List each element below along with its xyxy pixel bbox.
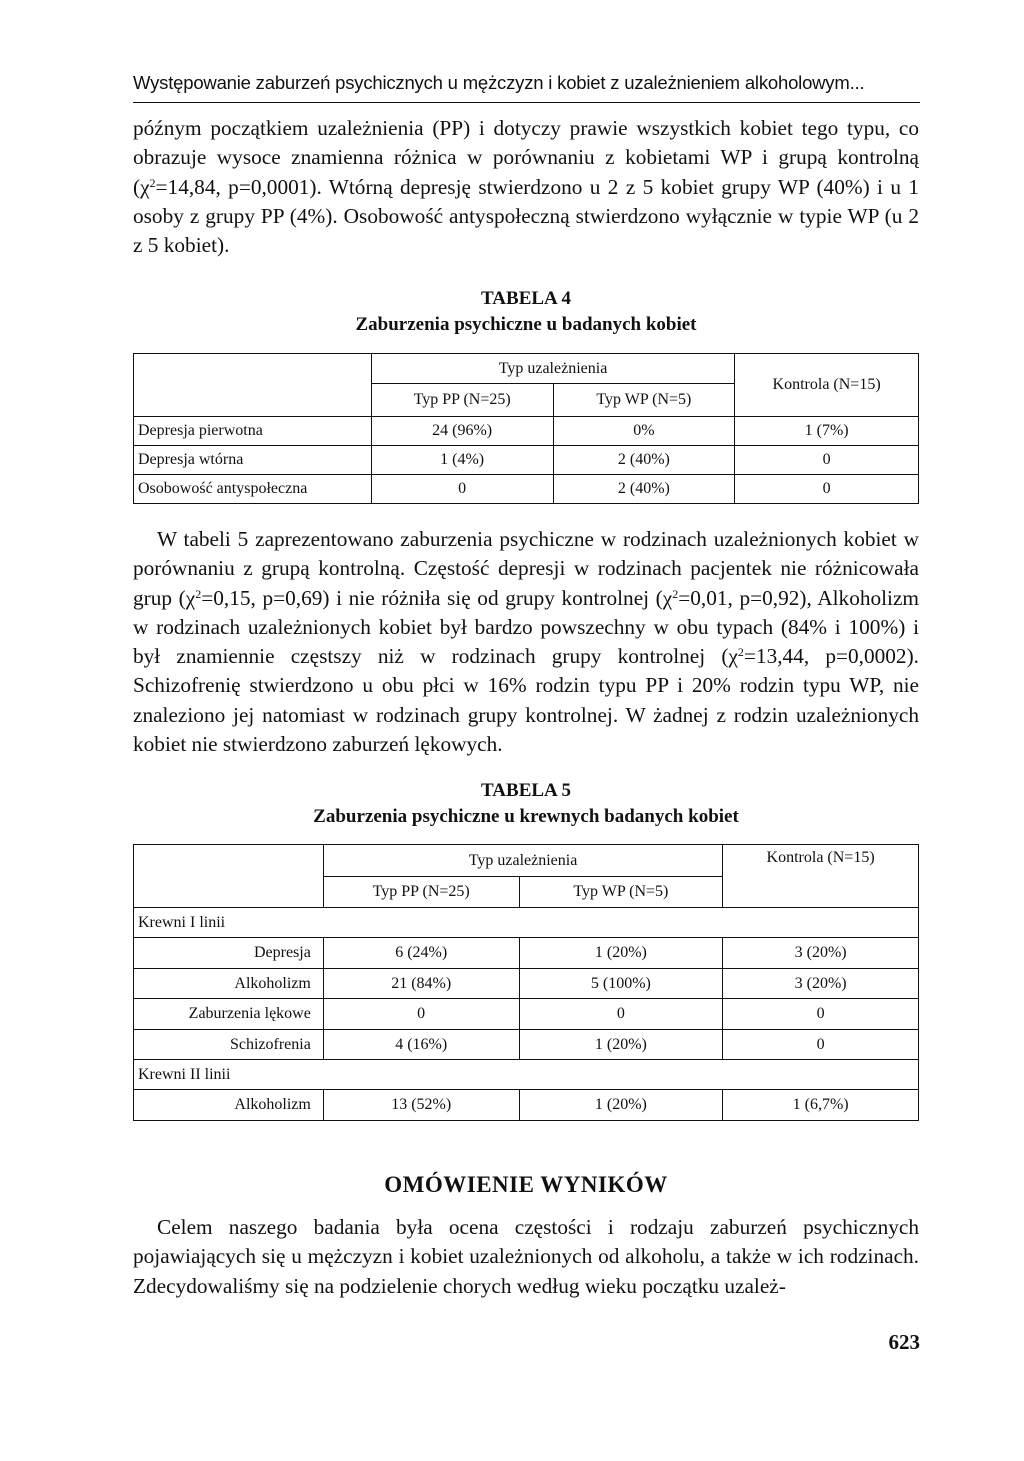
row-label: Depresja wtórna [134,446,372,475]
row-label: Zaburzenia lękowe [134,999,324,1030]
paragraph-2-text-a: W tabeli 5 zaprezentowano zaburzenia psychiczne w rodzinach uzależnionych kobiet w porównaniu z grupą kontrolną. Częstość depresji w rodzinach pacjentek nie różnicowała grup (χ [133,527,919,610]
cell-pp: 1 (4%) [371,446,553,475]
paragraph-3 [133,1213,919,1301]
table-5-col-pp: Typ PP (N=25) [323,877,519,908]
running-header: Występowanie zaburzeń psychicznych u mężczyzn i kobiet z uzależnieniem alkoholowym... [133,72,865,93]
cell-pp: 24 (96%) [371,417,553,446]
paragraph-3-text: Celem naszego badania była ocena częstości i rodzaju zaburzeń psychicznych pojawiających się u mężczyzn i kobiet uzależnionych od alkoholu, a także w ich rodzinach. Zdecydowaliśmy się na podzielenie chorych według wieku początku uzależ- [133,1215,919,1298]
table-4-col-pp: Typ PP (N=25) [371,384,553,417]
table-4-group-header: Typ uzależnienia [371,354,734,384]
row-label: Depresja pierwotna [134,417,372,446]
table-5-group-header: Typ uzależnienia [323,845,722,877]
cell-wp: 5 (100%) [519,969,723,999]
table-row [134,417,919,446]
cell-control: 0 [735,475,919,504]
table-row [134,475,919,504]
cell-wp: 0 [519,999,723,1030]
paragraph-2 [133,525,919,759]
cell-pp: 0 [323,999,519,1030]
cell-pp: 4 (16%) [323,1030,519,1060]
table-row [134,999,919,1030]
cell-control: 0 [735,446,919,475]
group-label-second-degree: Krewni II linii [134,1060,919,1090]
row-label: Schizofrenia [134,1030,324,1060]
cell-wp: 1 (20%) [519,1030,723,1060]
cell-wp: 1 (20%) [519,938,723,969]
table-4-caption [133,286,919,338]
paragraph-2-text-b: =0,15, p=0,69) i nie różniła się od grupy kontrolnej (χ [201,585,673,610]
table-5-col-control: Kontrola (N=15) [723,845,919,908]
row-label: Alkoholizm [134,1090,324,1121]
table-row [134,1030,919,1060]
cell-pp: 21 (84%) [323,969,519,999]
table-row [134,938,919,969]
cell-control: 1 (7%) [735,417,919,446]
table-row [134,969,919,999]
table-4-col-wp: Typ WP (N=5) [553,384,735,417]
row-label: Osobowość antyspołeczna [134,475,372,504]
table-5-title: Zaburzenia psychiczne u krewnych badanych kobiet [313,806,739,827]
cell-pp: 0 [371,475,553,504]
cell-wp: 1 (20%) [519,1090,723,1121]
table-4 [133,353,919,504]
paragraph-2-text-c: =0,01, p=0,92), Alkoholizm w rodzinach uzależnionych kobiet był bardzo powszechny w obu typach (84% i 100%) i był znamiennie częstszy niż w rodzinach grupy kontrolnej (χ [133,585,919,669]
chi-superscript: 2 [737,645,744,660]
group-label-first-degree: Krewni I linii [134,908,919,938]
paragraph-2-text-d: =13,44, p=0,0002). Schizofrenię stwierdzono u obu płci w 16% rodzin typu PP i 20% rodzin typu WP, nie znaleziono jej natomiast w rodzinach grupy kontrolnej. W żadnej z rodzin uzależnionych kobiet nie stwierdzono zaburzeń lękowych. [133,644,919,757]
table-4-corner-cell [134,354,372,417]
table-row [134,1090,919,1121]
cell-control: 3 (20%) [723,969,919,999]
cell-wp: 2 (40%) [553,446,735,475]
chi-superscript: 2 [672,586,679,601]
cell-wp: 0% [553,417,735,446]
section-heading: OMÓWIENIE WYNIKÓW [384,1172,668,1197]
cell-control: 0 [723,1030,919,1060]
chi-superscript: 2 [149,175,156,190]
table-4-title: Zaburzenia psychiczne u badanych kobiet [355,314,697,335]
cell-wp: 2 (40%) [553,475,735,504]
table-row [134,446,919,475]
table-4-col-control: Kontrola (N=15) [735,354,919,417]
cell-pp: 13 (52%) [323,1090,519,1121]
table-5-label: TABELA 5 [481,780,571,801]
cell-control: 3 (20%) [723,938,919,969]
page-number: 623 [888,1330,920,1354]
row-label: Alkoholizm [134,969,324,999]
paragraph-1 [133,114,919,260]
chi-superscript: 2 [195,586,202,601]
header-rule [133,102,920,103]
cell-control: 1 (6,7%) [723,1090,919,1121]
paragraph-1-text-b: =14,84, p=0,0001). Wtórną depresję stwierdzono u 2 z 5 kobiet grupy WP (40%) i u 1 osoby z grupy PP (4%). Osobowość antyspołeczną stwierdzono wyłącznie w typie WP (u 2 z 5 kobiet). [133,174,919,258]
table-5-corner-cell [134,845,324,908]
table-5-caption [133,778,919,830]
table-5-col-wp: Typ WP (N=5) [519,877,723,908]
table-group-row [134,908,919,938]
table-4-label: TABELA 4 [481,288,571,309]
row-label: Depresja [134,938,324,969]
cell-pp: 6 (24%) [323,938,519,969]
cell-control: 0 [723,999,919,1030]
table-group-row [134,1060,919,1090]
paragraph-1-text-a: późnym początkiem uzależnienia (PP) i dotyczy prawie wszystkich kobiet tego typu, co obrazuje wysoce znamienna różnica w porównaniu z kobietami WP i grupą kontrolną (χ [133,116,919,199]
table-5 [133,844,919,1121]
